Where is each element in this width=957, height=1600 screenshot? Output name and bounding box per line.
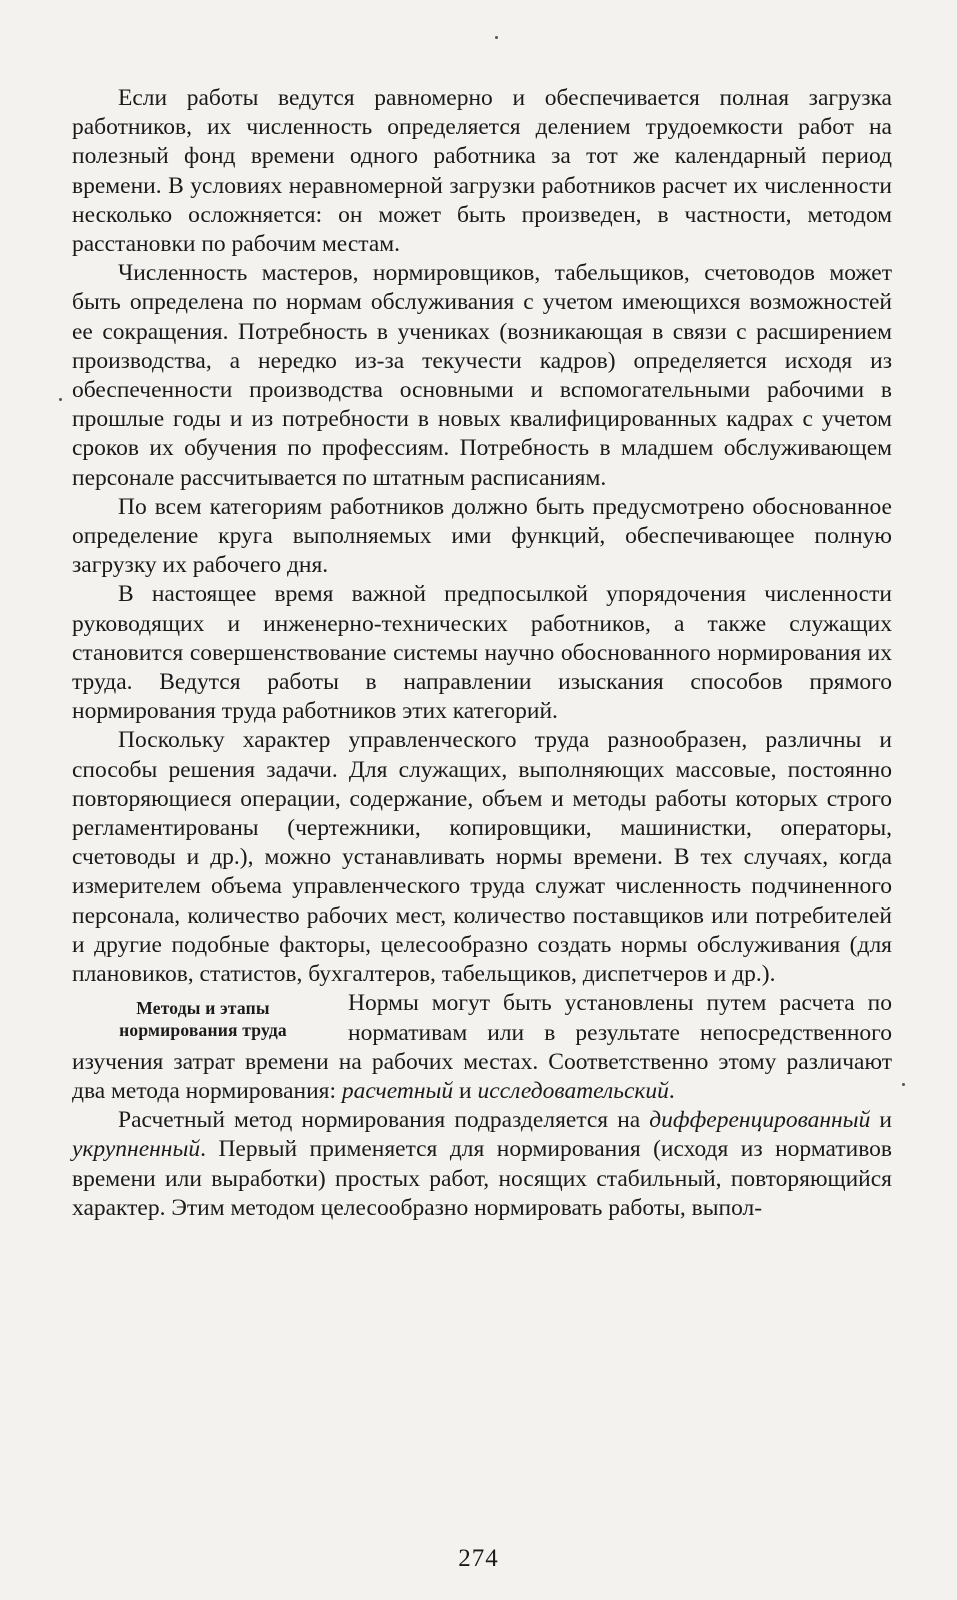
paragraph-1: Если работы ведутся равномерно и обеспечивается полная загрузка работников, их численность определяется делением трудоемкости работ на полезный фонд времени одного работника за тот же календарный период времени. В условиях неравномерной загрузки работников расчет их численности несколько осложняется: он может быть произведен, в частности, методом расстановки по рабочим местам. [72, 85, 892, 258]
period: . [668, 1077, 675, 1104]
print-speck [59, 398, 62, 401]
last-text-start: Расчетный метод нормирования подразделяется на [118, 1107, 650, 1134]
conjunction: и [870, 1107, 893, 1134]
term-research: исследовательский [477, 1077, 669, 1104]
methods-section [72, 989, 892, 1106]
last-paragraph [72, 1106, 892, 1223]
paragraph-4: В настоящее время важной предпосылкой упорядочения численности руководящих и инженерно-технических работников, а также служащих становится совершенствование системы научно обоснованного нормирования их труда. Ведутся работы в направлении изыскания способов прямого нормирования труда работников этих категорий. [72, 581, 892, 725]
side-heading-line-1: Методы и этапы [136, 998, 270, 1019]
paragraph-5: Поскольку характер управленческого труда разнообразен, различны и способы решения задачи. Для служащих, выполняющих массовые, постоянно повторяющиеся операции, содержание, объем и методы работы которых строго регламентированы (чертежники, копировщики, машинистки, операторы, счетоводы и др.), можно устанавливать нормы времени. В тех случаях, когда измерителем объема управленческого труда служат численность подчиненного персонала, количество рабочих мест, количество поставщиков или потребителей и другие подобные факторы, целесообразно создать нормы обслуживания (для плановиков, статистов, бухгалтеров, табельщиков, диспетчеров и др.). [72, 727, 892, 988]
page-number: 274 [458, 1545, 499, 1572]
print-speck [495, 36, 498, 39]
term-calculated: расчетный [341, 1077, 454, 1104]
paragraph-3: По всем категориям работников должно быть предусмотрено обоснованное определение круга выполняемых ими функций, обеспечивающее полную загрузку их рабочего дня. [72, 493, 892, 579]
methods-text: Нормы могут быть установлены путем расчета по нормативам или в результате непосредственного изучения затрат времени на рабочих местах. Соответственно этому различают два метода нормирования: [72, 990, 892, 1104]
side-heading-line-2: нормирования труда [119, 1020, 287, 1041]
term-differentiated: дифференцированный [649, 1107, 871, 1134]
paragraph-2: Численность мастеров, нормировщиков, табельщиков, счетоводов может быть определена по нормам обслуживания с учетом имеющихся возможностей ее сокращения. Потребность в учениках (возникающая в связи с расширением производства, а нередко из-за текучести кадров) определяется исходя из обеспеченности производства основными и вспомогательными рабочими в прошлые годы и из потребности в новых квалифицированных кадрах с учетом сроков их обучения по профессиям. Потребность в младшем обслуживающем персонале рассчитывается по штатным расписаниям. [72, 260, 892, 491]
last-text-end: . Первый применяется для нормирования (исходя из нормативов времени или выработки) простых работ, носящих стабильный, повторяющийся характер. Этим методом целесообразно нормировать работы, выпол- [72, 1136, 892, 1221]
page-body [72, 84, 892, 1223]
term-aggregated: укрупненный [72, 1136, 201, 1163]
conjunction: и [453, 1077, 478, 1104]
side-heading [72, 997, 334, 1041]
print-speck [902, 1083, 905, 1086]
